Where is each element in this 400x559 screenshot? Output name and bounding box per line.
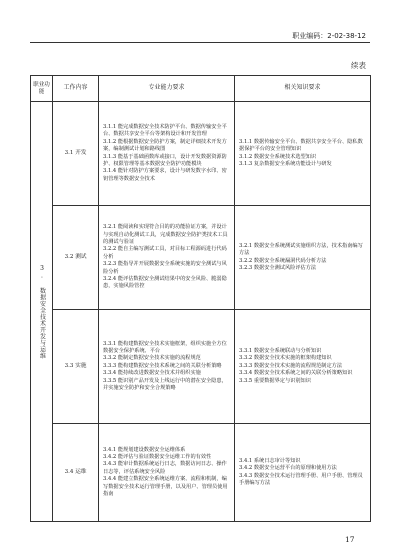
skills-cell [99, 310, 235, 424]
skills-cell [99, 424, 235, 522]
function-cell [31, 102, 53, 522]
skill-item: 3.1.1 能完成数据安全技术防护平台、数据传输安全平台、数据共享安全平台等架构设计和开发管理 [103, 124, 227, 138]
skill-item: 3.3.5 能识别产品开发及上线运行中的潜在安全隐患，并实施安全防护和安全合规策略 [103, 377, 227, 391]
skill-item: 3.3.1 能构建数据安全技术实施框架，组织实施全方位数据安全保护系统、平台 [103, 340, 227, 355]
work-content-cell: 3.4 运维 [53, 424, 99, 522]
work-content-cell: 3.2 测试 [53, 206, 99, 310]
knowledge-item: 3.1.1 数据传输安全平台、数据共享安全平台、隐私数据保护平台的安全管理知识 [239, 138, 363, 153]
knowledge-item: 3.1.3 复杂数据安全系统功能设计与研发 [239, 160, 332, 167]
knowledge-item: 3.2.2 数据安全系统漏洞代码分析方法 [239, 257, 327, 264]
knowledge-cell [235, 102, 371, 206]
header-rule [30, 42, 370, 43]
header-skills: 专业能力要求 [99, 76, 235, 102]
page-number: 17 [345, 535, 355, 544]
skill-item: 3.4.4 能建立数据安全系统运维方案、流程和机制，编写数据安全技术运行管理手册，以及用户、管理员使用指南 [103, 476, 228, 497]
knowledge-item: 3.4.3 数据安全技术运行管理手册、用户手册、管理员手册编写方法 [239, 472, 363, 486]
knowledge-item: 3.3.4 数据安全技术系统之间的关联分析策略知识 [239, 370, 353, 377]
header-knowledge: 相关知识要求 [235, 76, 371, 102]
knowledge-item: 3.1.2 数据安全系统技术选型知识 [239, 153, 317, 160]
knowledge-item: 3.3.2 数据安全技术实施的框架构建知识 [239, 355, 332, 362]
skill-item: 3.4.2 能评估与验证数据安全运维工作的有效性 [103, 454, 212, 461]
skill-item: 3.4.1 能规划建设数据安全运维体系 [103, 446, 186, 453]
skill-item: 3.2.2 能自主编写测试工具，对目标工程源码进行代码分析 [103, 246, 227, 260]
work-content-cell: 3.3 实施 [53, 310, 99, 424]
knowledge-item: 3.4.1 系统日志审计等知识 [239, 457, 301, 464]
function-label: 3. 数据安全技术开发与运维 [38, 264, 46, 359]
knowledge-cell [235, 206, 371, 310]
knowledge-cell [235, 424, 371, 522]
skill-item: 3.2.1 能阅读和实现符合目的的功能验证方案，并设计与实现自动化测试工具，完成数据安全防护类技术工具的测试与验证 [103, 224, 228, 246]
header-function: 职业功能 [31, 76, 53, 102]
skill-item: 3.1.3 能基于基础函数库或接口，设计开发数据资源防护、权限管理等基本数据安全防护功能模块 [103, 153, 227, 167]
header-work-content: 工作内容 [53, 76, 99, 102]
work-content-cell: 3.1 开发 [53, 102, 99, 206]
skills-cell [99, 206, 235, 310]
skill-item: 3.2.4 能评估数据安全测试结果中的安全风险、脆弱隐患，实施风险管控 [103, 275, 227, 290]
requirements-table [30, 75, 371, 522]
skill-item: 3.3.2 能制定数据安全技术实施的流程规范 [103, 355, 201, 362]
skills-cell [99, 102, 235, 206]
knowledge-item: 3.3.5 重要数据界定与识别知识 [239, 377, 311, 384]
continued-label: 续表 [351, 61, 366, 70]
skill-item: 3.3.4 能持续改进数据安全技术并组织实施 [103, 370, 201, 377]
skill-item: 3.1.2 能根据数据安全防护方案，制定详细技术开发方案，编制测试计划和路线图 [103, 138, 227, 153]
knowledge-item: 3.4.2 数据安全运营平台的原理和使用方法 [239, 465, 337, 472]
skill-item: 3.4.3 能审计数据系统运行日志，数据访问日志、操作日志等，评估系统安全风险 [103, 461, 227, 475]
knowledge-cell [235, 310, 371, 424]
knowledge-item: 3.2.1 数据安全系统测试实施组织方法，技术指南编写方法 [239, 242, 363, 257]
skill-item: 3.1.4 能针对防护方案要求，设计与研发数字水印、密钥管理等数据安全技术 [103, 168, 227, 182]
skill-item: 3.2.3 能指导并开展数据安全系统实施的安全测试与风险分析 [103, 261, 227, 275]
knowledge-item: 3.3.3 数据安全技术实施的流程规范制定方法 [239, 362, 343, 369]
skill-item: 3.3.3 能构建数据安全技术系统之间的关联分析策略 [103, 362, 222, 369]
knowledge-item: 3.3.1 数据安全系统联动与分析知识 [239, 348, 322, 355]
occupation-code: 职业编码：2-02-38-12 [292, 32, 366, 40]
knowledge-item: 3.2.3 数据安全测试风险评估方法 [239, 264, 317, 271]
